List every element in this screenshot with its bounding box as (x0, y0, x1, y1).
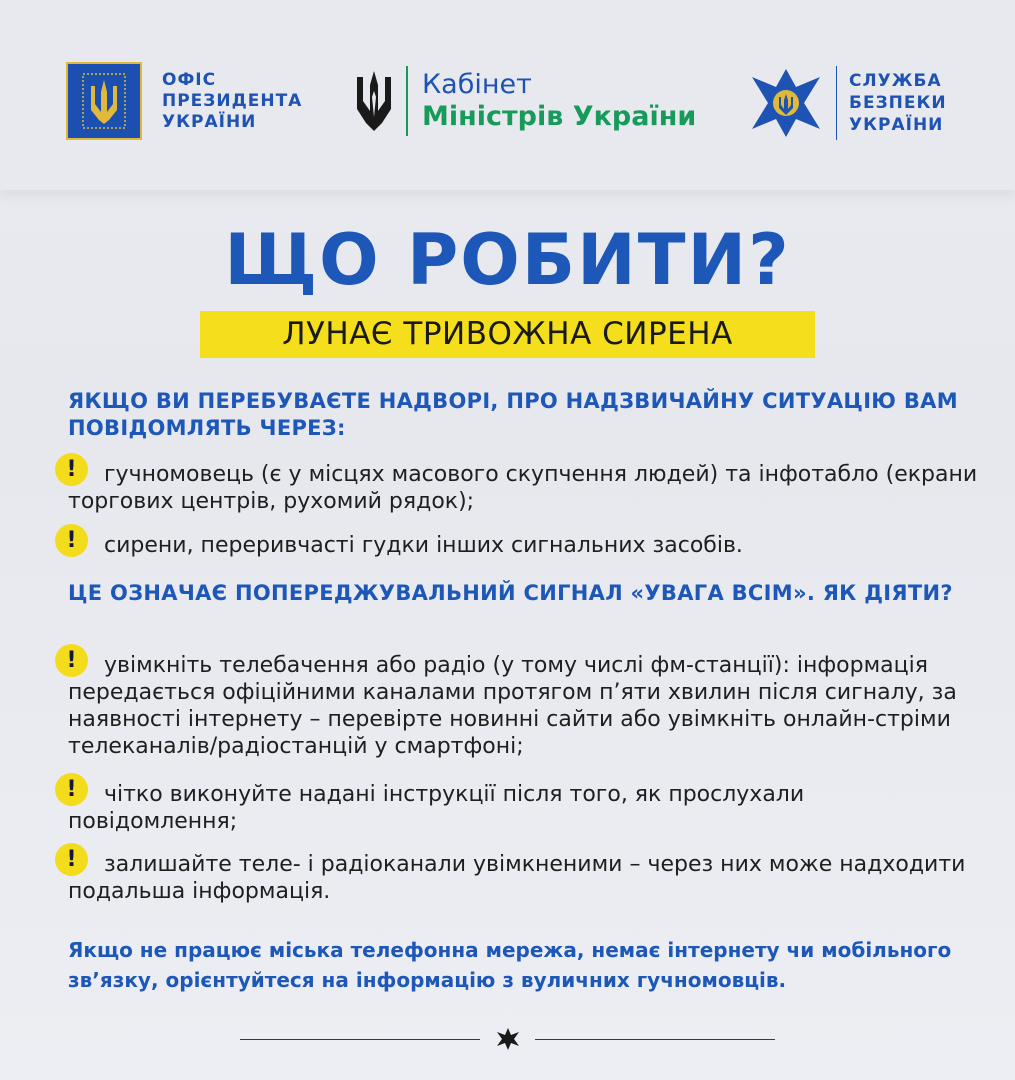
sbu-logo (750, 66, 947, 140)
office-line: ОФІС (162, 69, 217, 90)
list-item (66, 647, 978, 760)
list-item-text: залишайте теле- і радіоканали увімкненими – через них може надходити подальша інформація. (68, 852, 966, 904)
exclamation-icon (55, 773, 88, 806)
list-item-text: чітко виконуйте надані інструкції після того, як прослухали повідомлення; (68, 782, 805, 834)
cabinet-ministers-logo (352, 66, 696, 136)
sbu-line: СЛУЖБА (849, 71, 942, 91)
exclamation-icon (55, 453, 88, 486)
list-item-text: сирени, переривчасті гудки інших сигнальних засобів. (104, 533, 743, 558)
sbu-cross-icon (750, 67, 822, 139)
header-banner (0, 0, 1015, 190)
sbu-line: УКРАЇНИ (849, 115, 944, 135)
cabinet-text (422, 69, 696, 133)
exclamation-icon (55, 843, 88, 876)
subtitle-banner: ЛУНАЄ ТРИВОЖНА СИРЕНА (200, 311, 815, 358)
office-line: УКРАЇНИ (162, 111, 257, 132)
divider-left (240, 1039, 480, 1040)
footer-note: Якщо не працює міська телефонна мережа, немає інтернету чи мобільного зв’язку, орієнтуйтеся на інформацію з вуличних гучномовців. (68, 938, 952, 992)
list-item (66, 456, 978, 515)
cabinet-line2: Міністрів України (422, 101, 697, 132)
divider-right (535, 1039, 775, 1040)
office-president-logo (66, 62, 302, 140)
section2-heading: ЦЕ ОЗНАЧАЄ ПОПЕРЕДЖУВАЛЬНИЙ СИГНАЛ «УВАГА ВСІМ». ЯК ДІЯТИ? (68, 581, 953, 605)
list-item (66, 846, 978, 905)
page-title: ЩО РОБИТИ? (224, 219, 791, 301)
cabinet-line1: Кабінет (422, 69, 532, 100)
list-item (66, 776, 978, 835)
exclamation-glyph: ! (66, 527, 77, 553)
section1-heading: ЯКЩО ВИ ПЕРЕБУВАЄТЕ НАДВОРІ, ПРО НАДЗВИЧАЙНУ СИТУАЦІЮ ВАМ ПОВІДОМЛЯТЬ ЧЕРЕЗ: (68, 389, 958, 440)
exclamation-glyph: ! (66, 647, 77, 673)
trident-icon (66, 62, 142, 140)
sbu-line: БЕЗПЕКИ (849, 93, 947, 113)
cabinet-divider (406, 66, 408, 136)
trident-icon (352, 67, 396, 135)
exclamation-glyph: ! (66, 456, 77, 482)
office-president-text (162, 70, 302, 133)
sbu-text (849, 70, 947, 136)
exclamation-icon (55, 644, 88, 677)
list-item-text: увімкніть телебачення або радіо (у тому числі фм-станції): інформація передається офіційними каналами протягом п’яти хвилин після сигналу, за наявності інтернету – перевірте новинні сайти або увімкніть онлайн-стріми телеканалів/радіостанцій у смартфоні; (68, 653, 957, 759)
cross-ornament-icon (495, 1026, 521, 1052)
exclamation-icon (55, 524, 88, 557)
sbu-divider (836, 66, 837, 140)
list-item (66, 527, 978, 559)
office-line: ПРЕЗИДЕНТА (162, 90, 303, 111)
exclamation-glyph: ! (66, 846, 77, 872)
exclamation-glyph: ! (66, 776, 77, 802)
list-item-text: гучномовець (є у місцях масового скупчення людей) та інфотабло (екрани торгових центрів, рухомий рядок); (68, 462, 978, 514)
